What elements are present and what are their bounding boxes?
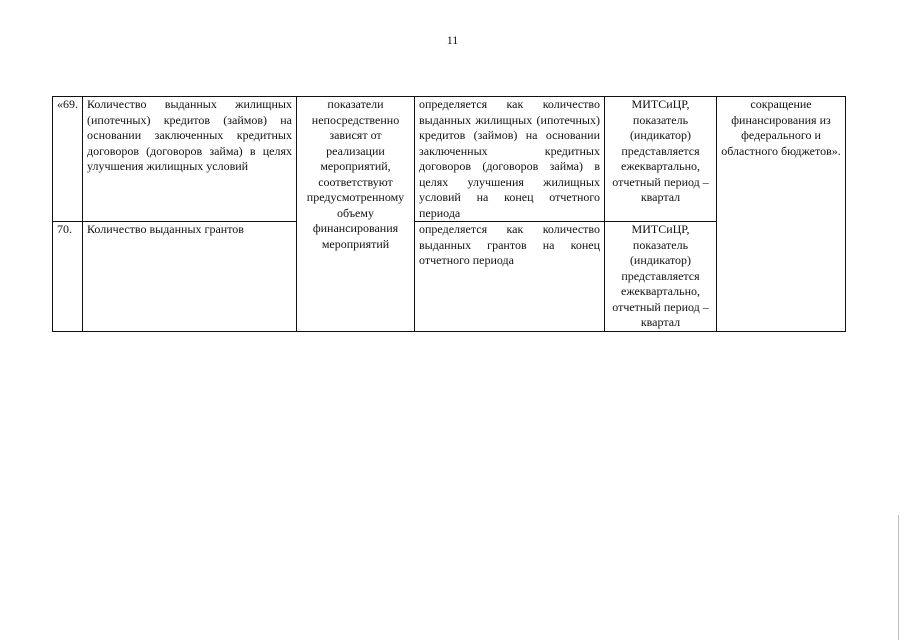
page-number: 11	[446, 33, 459, 47]
indicator-name-cell: Количество выданных грантов	[83, 222, 297, 332]
row-number-cell: «69.	[53, 97, 83, 222]
scan-edge-mark	[898, 515, 899, 640]
indicators-table	[52, 96, 846, 332]
risk-cell: сокращение финансирования из федерального и областного бюджетов».	[717, 97, 846, 332]
responsible-cell: МИТСиЦР, показатель (индикатор) представляется ежеквартально, отчетный период – квартал	[605, 222, 717, 332]
calculation-method-cell: определяется как количество выданных грантов на конец отчетного периода	[415, 222, 605, 332]
responsible-cell: МИТСиЦР, показатель (индикатор) представляется ежеквартально, отчетный период – квартал	[605, 97, 717, 222]
row-number-cell: 70.	[53, 222, 83, 332]
dependency-cell: показатели непосредственно зависят от реализации мероприятий, соответствуют предусмотренному объему финансирования мероприятий	[297, 97, 415, 332]
indicator-name-cell: Количество выданных жилищных (ипотечных) кредитов (займов) на основании заключенных кредитных договоров (договоров займа) в целях улучшения жилищных условий	[83, 97, 297, 222]
table-row	[53, 97, 846, 222]
calculation-method-cell: определяется как количество выданных жилищных (ипотечных) кредитов (займов) на основании заключенных кредитных договоров (договоров займа) в целях улучшения жилищных условий на конец отчетного периода	[415, 97, 605, 222]
